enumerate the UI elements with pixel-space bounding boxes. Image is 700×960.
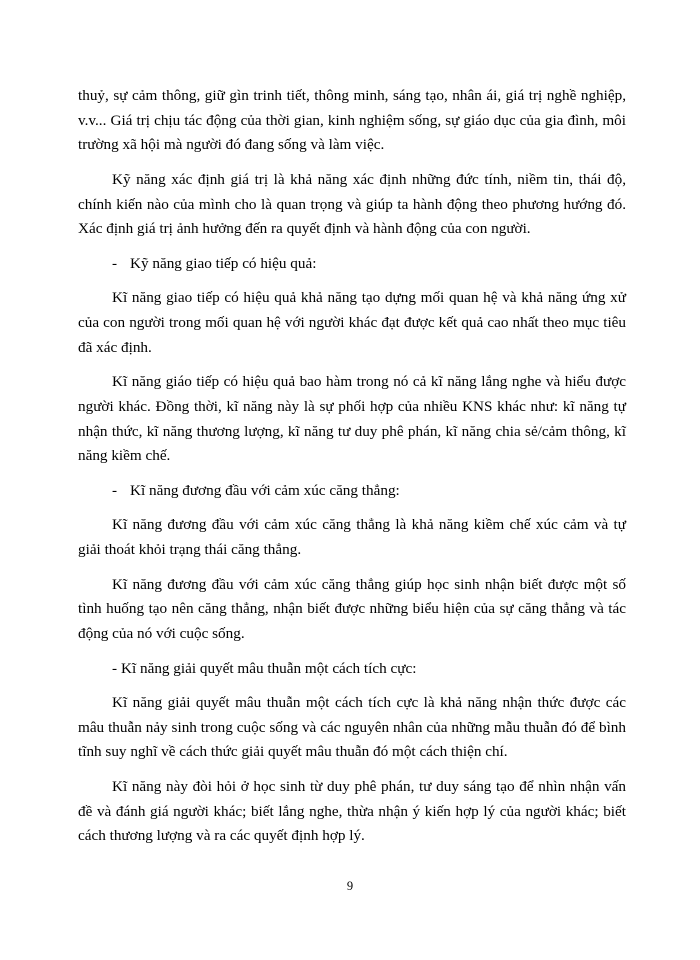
bullet-label: Kĩ năng đương đầu với cảm xúc căng thẳng: bbox=[130, 481, 400, 499]
bullet-dash: - bbox=[112, 659, 118, 677]
bullet-item bbox=[78, 252, 626, 277]
paragraph: Kĩ năng đương đầu với cảm xúc căng thẳng giúp học sinh nhận biết được một số tình huống tạo nên căng thẳng, nhận biết được những biểu hiện của sự căng thẳng và tác động của nó với cuộc sống. bbox=[78, 575, 626, 642]
bullet-label: Kĩ năng giải quyết mâu thuẫn một cách tích cực: bbox=[121, 659, 417, 677]
bullet-label: Kỹ năng giao tiếp có hiệu quả: bbox=[130, 254, 317, 272]
paragraph: Kĩ năng này đòi hỏi ở học sinh từ duy phê phán, tư duy sáng tạo để nhìn nhận vấn đề và đánh giá người khác; biết lắng nghe, thừa nhận ý kiến hợp lý của người khác; biết cách thương lượng và ra các quyết định hợp lý. bbox=[78, 778, 626, 845]
paragraph: Kĩ năng giáo tiếp có hiệu quả bao hàm trong nó cả kĩ năng lắng nghe và hiểu được người khác. Đồng thời, kĩ năng này là sự phối hợp của nhiều KNS khác như: kĩ năng tự nhận thức, kĩ năng thương lượng, kĩ năng tư duy phê phán, kĩ năng chia sẻ/cảm thông, kĩ năng kiềm chế. bbox=[78, 373, 626, 465]
paragraph: Kĩ năng giải quyết mâu thuẫn một cách tích cực là khả năng nhận thức được các mâu thuẫn nảy sinh trong cuộc sống và các nguyên nhân của những mẫu thuẫn đó để bình tĩnh suy nghĩ về cách thức giải quyết mâu thuẫn đó một cách thiện chí. bbox=[78, 694, 626, 761]
bullet-item bbox=[78, 479, 626, 504]
document-body bbox=[78, 84, 626, 849]
bullet-dash: - bbox=[112, 481, 118, 499]
bullet-dash: - bbox=[112, 254, 118, 272]
paragraph: Kĩ năng giao tiếp có hiệu quả khả năng tạo dựng mối quan hệ và khả năng ứng xử của con người trong mối quan hệ với người khác đạt được kết quả cao nhất theo mục tiêu đã xác định. bbox=[78, 289, 626, 356]
bullet-item bbox=[78, 657, 626, 682]
paragraph: Kỹ năng xác định giá trị là khả năng xác định những đức tính, niềm tin, thái độ, chính kiến nào của mình cho là quan trọng và giúp ta hành động theo phương hướng đó. Xác định giá trị ảnh hưởng đến ra quyết định và hành động của con người. bbox=[78, 170, 626, 238]
paragraph: Kĩ năng đương đầu với cảm xúc căng thẳng là khả năng kiềm chế xúc cảm và tự giải thoát khỏi trạng thái căng thẳng. bbox=[78, 516, 626, 558]
paragraph: thuỷ, sự cảm thông, giữ gìn trinh tiết, thông minh, sáng tạo, nhân ái, giá trị nghề nghiệp, v.v... Giá trị chịu tác động của thời gian, kinh nghiệm sống, sự giáo dục của gia đình, môi trường xã hội mà người đó đang sống và làm việc. bbox=[78, 87, 626, 154]
page-number: 9 bbox=[346, 879, 354, 893]
